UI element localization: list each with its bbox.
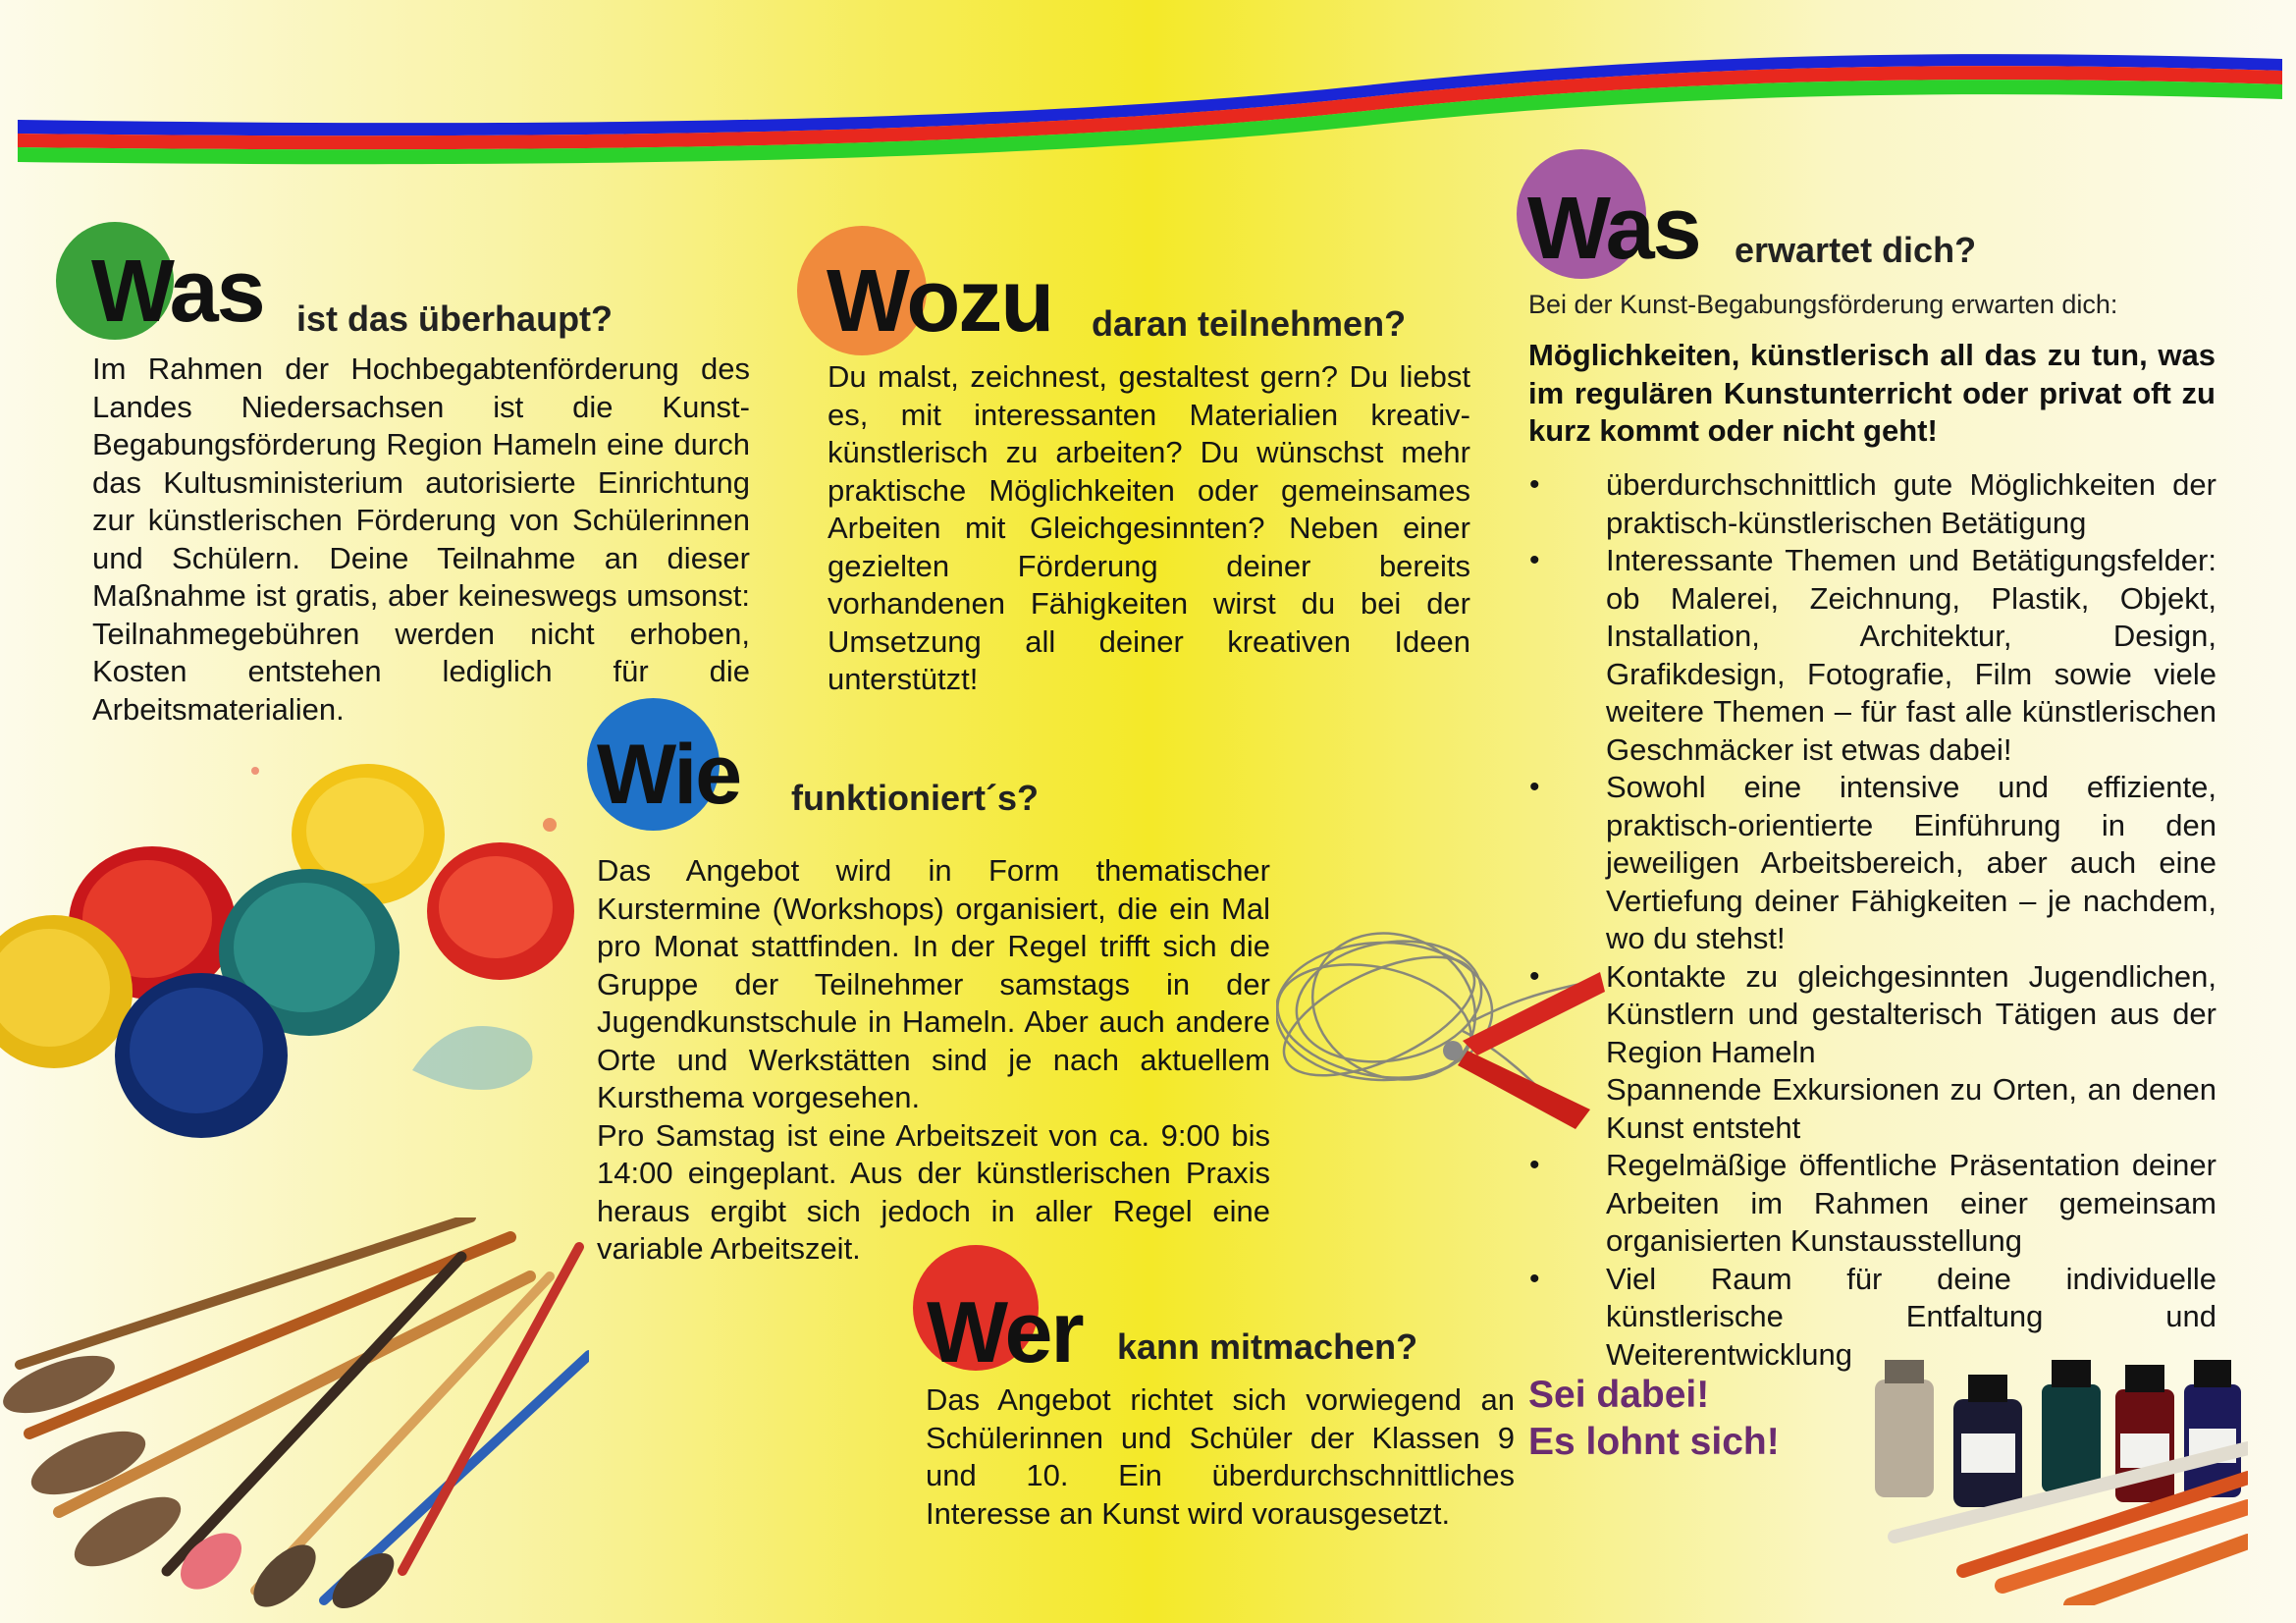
benefits-list	[1529, 466, 2216, 1374]
section-wie-paragraph-2: Pro Samstag ist eine Arbeitszeit von ca. 9:00 bis 14:00 eingeplant. Aus der künstlerischen Praxis heraus ergibt sich jedoch in aller Regel eine variable Arbeitszeit.	[597, 1117, 1270, 1266]
slogan-line-1: Sei dabei!	[1528, 1374, 1710, 1416]
section-wie-heading: Wie	[597, 728, 741, 822]
wave-stripes-graphic	[0, 0, 2296, 187]
paint-pots-image	[0, 746, 609, 1178]
slogan	[1528, 1372, 1780, 1466]
section-erwartet-heading: Was	[1527, 180, 1700, 278]
section-was-text: Im Rahmen der Hochbegabtenförderung des Landes Niedersachsen ist die Kunst-Begabungsförderung Region Hameln eine durch das Kultusministerium autorisierte Einrichtung zur künstlerischen Förderung von Schülerinnen und Schülern. Deine Teilnahme an dieser Maßnahme ist gratis, aber keineswegs umsonst: Teilnahmegebühren werden nicht erhoben, Kosten entstehen lediglich für die Arbeitsmaterialien.	[92, 352, 750, 727]
section-wer-text: Das Angebot richtet sich vorwiegend an Schülerinnen und Schüler der Klassen 9 und 10. Ein überdurchschnittliches Interesse an Kunst wird vorausgesetzt.	[926, 1382, 1515, 1531]
section-wer-heading: Wer	[927, 1283, 1083, 1380]
benefit-item: • Viel Raum für deine individuelle künstlerische Entfaltung und Weiterentwicklung	[1529, 1261, 2216, 1375]
section-erwartet-subheading: erwartet dich?	[1735, 230, 1977, 270]
section-was-heading: Was	[91, 243, 264, 341]
section-wie-subheading: funktioniert´s?	[791, 778, 1039, 818]
benefit-item: • Spannende Exkursionen zu Orten, an denen Kunst entsteht	[1529, 1071, 2216, 1147]
section-wie-text	[597, 852, 1270, 1269]
slogan-line-2: Es lohnt sich!	[1528, 1421, 1780, 1463]
section-wozu-subheading: daran teilnehmen?	[1092, 303, 1407, 344]
benefit-item: • Sowohl eine intensive und effiziente, praktisch-orientierte Einführung in den jeweiligen Arbeitsbereich, aber auch eine Vertiefung deiner Fähigkeiten – je nachdem, wo du stehst!	[1529, 769, 2216, 958]
section-wozu-text: Du malst, zeichnest, gestaltest gern? Du liebst es, mit interessanten Materialien kreativ-künstlerisch zu arbeiten? Du wünschst mehr praktische Möglichkeiten oder gemeinsames Arbeiten mit Gleichgesinnten? Neben einer gezielten Förderung deiner bereits vorhandenen Fähigkeiten wirst du bei der Umsetzung all deiner kreativen Ideen unterstützt!	[828, 359, 1470, 696]
benefit-item: • Interessante Themen und Betätigungsfelder: ob Malerei, Zeichnung, Plastik, Objekt, Installation, Architektur, Design, Grafikdesign, Fotografie, Film sowie viele weitere Themen – für fast alle künstlerischen Geschmäcker ist etwas dabei!	[1529, 542, 2216, 769]
section-erwartet-highlight: Möglichkeiten, künstlerisch all das zu tun, was im regulären Kunstunterricht oder privat oft zu kurz kommt oder nicht geht!	[1528, 338, 2216, 448]
paintbrushes-image	[0, 1217, 589, 1610]
section-erwartet-intro: Bei der Kunst-Begabungsförderung erwarten dich:	[1528, 290, 2118, 319]
benefit-item: • Kontakte zu gleichgesinnten Jugendlichen, Künstlern und gestalterisch Tätigen aus der Region Hameln	[1529, 958, 2216, 1072]
ink-bottles-image	[1855, 1340, 2248, 1605]
section-wer-subheading: kann mitmachen?	[1117, 1326, 1418, 1367]
wire-pliers-image	[1276, 854, 1610, 1139]
benefit-item: • überdurchschnittlich gute Möglichkeiten der praktisch-künstlerischen Betätigung	[1529, 466, 2216, 542]
section-wie-paragraph-1: Das Angebot wird in Form thematischer Kurstermine (Workshops) organisiert, die ein Mal pro Monat stattfinden. In der Regel trifft sich die Gruppe der Teilnehmer samstags in der Jugendkunstschule in Hameln. Aber auch andere Orte und Werkstätten sind je nach aktuellem Kursthema vorgesehen.	[597, 853, 1270, 1114]
benefit-item: • Regelmäßige öffentliche Präsentation deiner Arbeiten im Rahmen einer gemeinsam organisierten Kunstausstellung	[1529, 1147, 2216, 1261]
section-was-subheading: ist das überhaupt?	[296, 298, 614, 339]
section-wozu-heading: Wozu	[827, 252, 1053, 351]
